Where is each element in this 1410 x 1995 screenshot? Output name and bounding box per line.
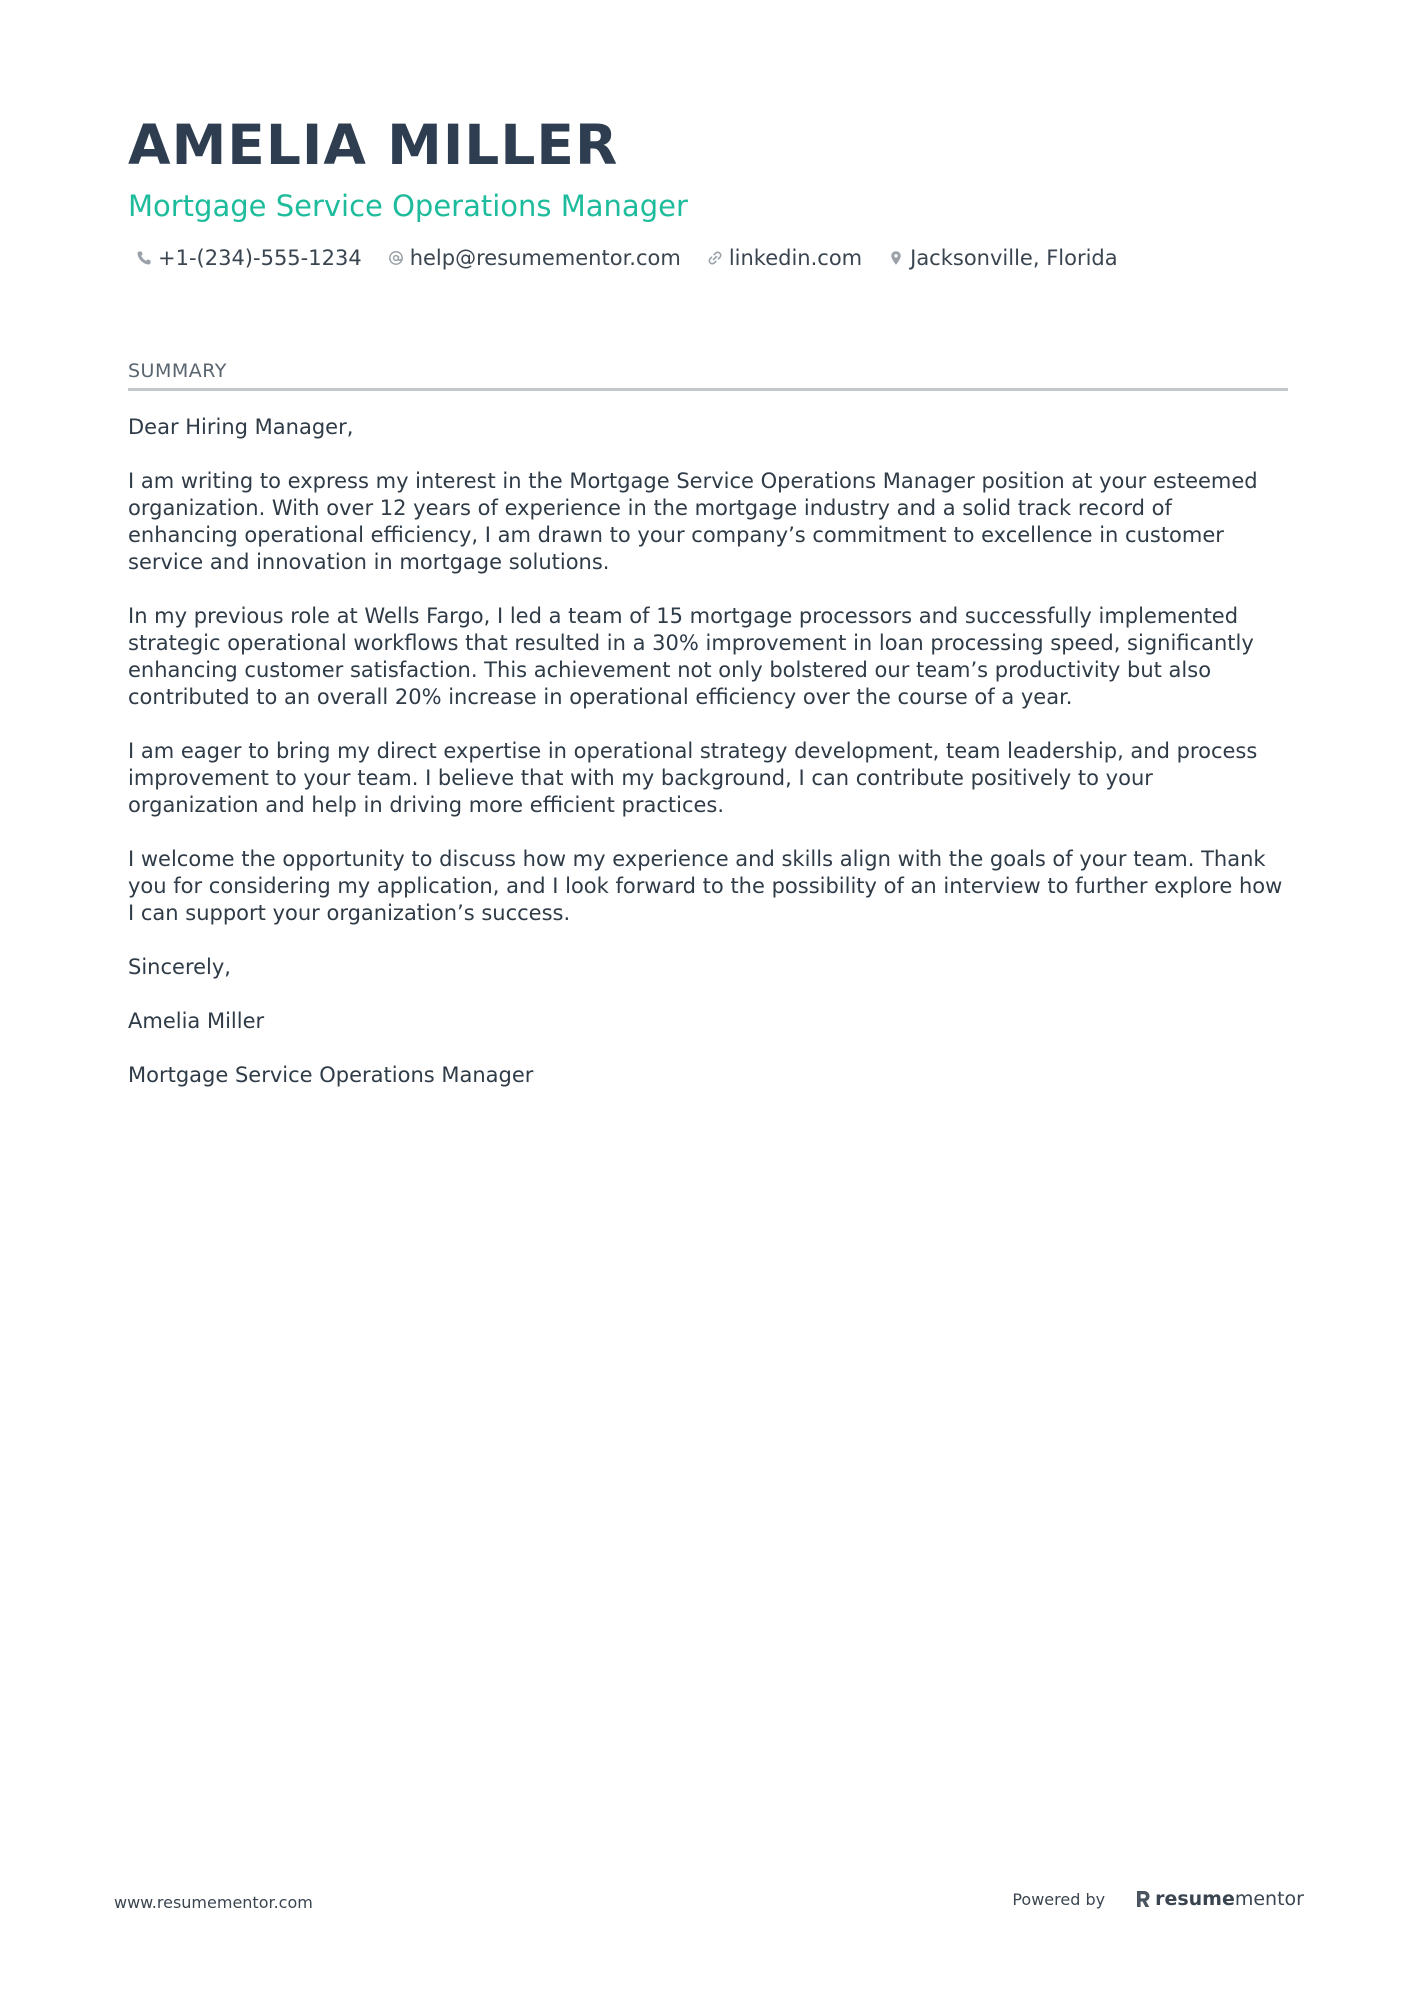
applicant-title: Mortgage Service Operations Manager [128, 189, 688, 223]
letter-paragraph: In my previous role at Wells Fargo, I led a team of 15 mortgage processors and successfully implemented strategic operational workflows that resulted in a 30% improvement in loan processing speed, significantly enhancing customer satisfaction. This achievement not only bolstered our team’s productivity but also contributed to an overall 20% increase in operational efficiency over the course of a year. [128, 604, 1254, 709]
footer-branding [1012, 1888, 1304, 1910]
location-text: Jacksonville, Florida [910, 246, 1118, 270]
resumementor-logo[interactable] [1135, 1888, 1304, 1910]
letter-paragraph: I am eager to bring my direct expertise in operational strategy development, team leadership, and process improvement to your team. I believe that with my background, I can contribute positively to your organization and help in driving more efficient practices. [128, 739, 1258, 817]
location-pin-icon [888, 250, 904, 266]
contact-linkedin [707, 246, 862, 270]
letter-paragraph: I welcome the opportunity to discuss how my experience and skills align with the goals of your team. Thank you for considering my application, and I look forward to the possibility of an interview to further explore how I can support your organization’s success. [128, 847, 1283, 925]
email-text: help@resumementor.com [409, 246, 681, 270]
brand-text-bold: resume [1155, 1888, 1235, 1910]
applicant-name: AMELIA MILLER [128, 113, 619, 177]
phone-text: +1-(234)-555-1234 [158, 246, 362, 270]
contact-email [388, 246, 681, 270]
brand-text-light: mentor [1234, 1888, 1304, 1910]
resumementor-logo-icon [1135, 1889, 1151, 1909]
header [128, 112, 1288, 270]
contact-phone [136, 246, 362, 270]
powered-by-label: Powered by [1012, 1889, 1106, 1909]
signature-name: Amelia Miller [128, 1009, 265, 1033]
letter-body [128, 414, 1288, 1116]
section-heading-summary: SUMMARY [128, 360, 1288, 391]
link-icon [707, 250, 723, 266]
contact-location [888, 246, 1118, 270]
at-icon [388, 250, 404, 266]
phone-icon [136, 250, 152, 266]
linkedin-text: linkedin.com [728, 246, 863, 270]
contact-row [128, 246, 1288, 270]
letter-salutation: Dear Hiring Manager, [128, 415, 354, 439]
letter-closing: Sincerely, [128, 955, 231, 979]
signature-title: Mortgage Service Operations Manager [128, 1063, 534, 1087]
footer-website[interactable]: www.resumementor.com [114, 1893, 313, 1912]
letter-paragraph: I am writing to express my interest in the Mortgage Service Operations Manager position at your esteemed organization. With over 12 years of experience in the mortgage industry and a solid track record of enhancing operational efficiency, I am drawn to your company’s commitment to excellence in customer service and innovation in mortgage solutions. [128, 469, 1258, 574]
